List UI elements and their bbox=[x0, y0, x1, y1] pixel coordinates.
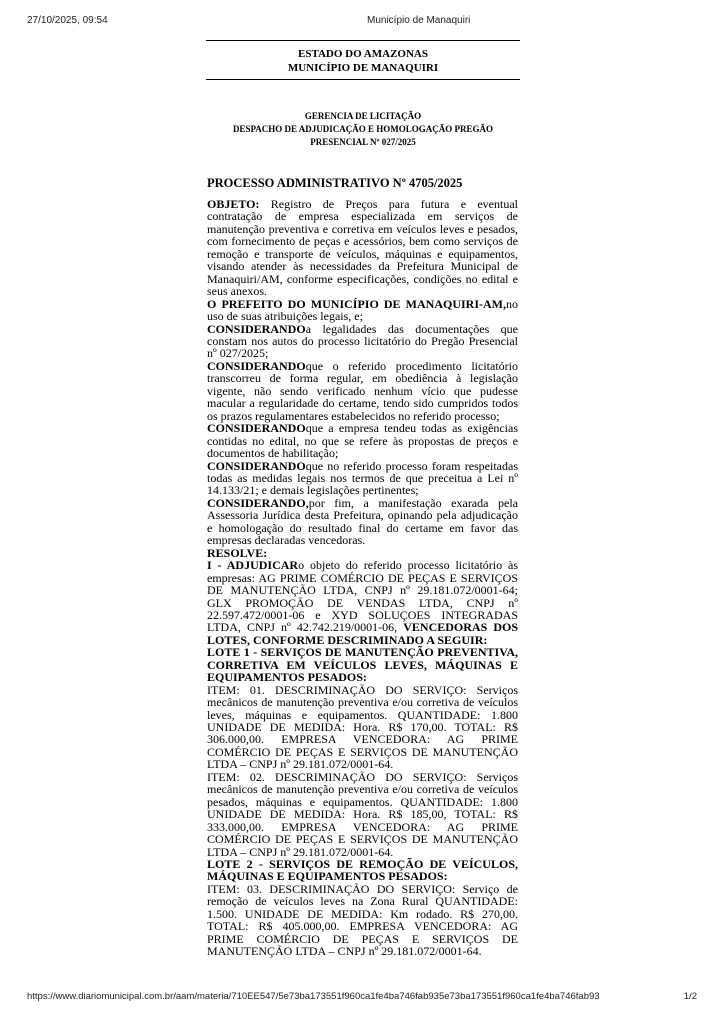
considerando-text: que a empresa tendeu todas as exigências contidas no edital, no que se refere às propostas de preços e documentos de habilitação; bbox=[207, 421, 518, 461]
department-name: GERENCIA DE LICITAÇÃO bbox=[304, 111, 422, 121]
lote-2-description: - SERVIÇOS DE REMOÇÃO DE VEÍCULOS, MÁQUINAS E EQUIPAMENTOS PESADOS: bbox=[207, 857, 518, 884]
resolve-heading: RESOLVE: bbox=[207, 545, 268, 560]
lote-1-title: LOTE 1 - SERVIÇOS DE MANUTENÇÃO PREVENTIVA, CORRETIVA EM VEÍCULOS LEVES, MÁQUINAS E EQUIPAMENTOS PESADOS: bbox=[207, 645, 518, 685]
print-url: https://www.diariomunicipal.com.br/aam/materia/710EE547/5e73ba173551f960ca1fe4ba746fab935e73ba173551f960ca1fe4ba746fab93 bbox=[27, 991, 600, 1002]
considerando-paragraph bbox=[207, 360, 518, 422]
document-sub-header bbox=[206, 110, 520, 149]
item-1: ITEM: 01. DESCRIMINAÇÃO DO SERVIÇO: Serviços mecânicos de manutenção preventiva e/ou corretiva de veículos leves, máquinas e equipamentos. QUANTIDADE: 1.800 UNIDADE DE MEDIDA: Hora. R$ 170,00. TOTAL: R$ 306.000,00. EMPRESA VENCEDORA: AG PRIME COMÉRCIO DE PEÇAS E SERVIÇOS DE MANUTENÇÃO LTDA – CNPJ nº 29.181.072/0001-64. bbox=[207, 682, 518, 772]
dispatch-number: PRESENCIAL Nº 027/2025 bbox=[310, 137, 416, 147]
masthead-municipality: MUNICÍPIO DE MANAQUIRI bbox=[287, 62, 439, 74]
print-timestamp: 27/10/2025, 09:54 bbox=[27, 15, 108, 26]
considerando-text: por fim, a manifestação exarada pela Assessoria Jurídica desta Prefeitura, opinando pela adjudicação e homologação do resultado final do certame em favor das empresas declaradas vencedoras. bbox=[207, 495, 518, 548]
considerando-paragraph bbox=[207, 422, 518, 459]
masthead-state: ESTADO DO AMAZONAS bbox=[298, 48, 428, 60]
considerando-text: a legalidades das documentações que constam nos autos do processo licitatório do Pregão Presencial nº 027/2025; bbox=[207, 321, 518, 361]
considerando-label: CONSIDERANDO bbox=[207, 321, 306, 336]
considerando-text: que o referido procedimento licitatório transcorreu de forma regular, em obediência à legislação vigente, não sendo verificado nenhum vício que pudesse macular a regularidade do certame, tendo sido cumpridos todos os prazos regulamentares estabelecidos no referido processo; bbox=[207, 358, 518, 423]
adjudicar-paragraph bbox=[207, 559, 518, 646]
lote-2-title bbox=[207, 858, 518, 883]
print-page-number: 1/2 bbox=[683, 991, 697, 1002]
process-title: PROCESSO ADMINISTRATIVO Nº 4705/2025 bbox=[207, 176, 463, 190]
considerando-label: CONSIDERANDO bbox=[207, 358, 306, 373]
considerando-paragraph bbox=[207, 460, 518, 497]
lote-2-label: LOTE 2 bbox=[207, 857, 253, 872]
adjudicar-label: I - ADJUDICAR bbox=[207, 558, 299, 573]
considerando-label: CONSIDERANDO bbox=[207, 421, 306, 436]
document-body bbox=[207, 198, 518, 958]
print-page-title: Município de Manaquiri bbox=[367, 15, 471, 26]
prefeito-paragraph bbox=[207, 298, 518, 323]
objeto-text: Registro de Preços para futura e eventual contratação de empresa especializada em serviços de manutenção preventiva e corretiva em veículos leves e pesados, com fornecimento de peças e acessórios, bem como serviços de remoção e transporte de veículos, máquinas e equipamentos, visando atender às necessidades da Prefeitura Municipal de Manaquiri/AM, conforme especificações, condições no edital e seus anexos. bbox=[207, 197, 518, 299]
prefeito-label: O PREFEITO DO MUNICÍPIO DE MANAQUIRI-AM, bbox=[207, 296, 506, 311]
objeto-paragraph bbox=[207, 198, 518, 298]
considerando-label: CONSIDERANDO, bbox=[207, 495, 309, 510]
objeto-label: OBJETO: bbox=[207, 197, 260, 211]
considerando-text: que no referido processo foram respeitadas todas as medidas legais nos termos de que preceitua a Lei nº 14.133/21; e demais legislações pertinentes; bbox=[207, 458, 518, 498]
dispatch-title: DESPACHO DE ADJUDICAÇÃO E HOMOLOGAÇÃO PREGÃO bbox=[232, 124, 494, 134]
considerando-paragraph bbox=[207, 497, 518, 547]
considerando-paragraph bbox=[207, 323, 518, 360]
adjudicar-text: o objeto do referido processo licitatório às empresas: AG PRIME COMÉRCIO DE PEÇAS E SERVIÇOS DE MANUTENÇÃO LTDA, CNPJ nº 29.181.072/0001-64; GLX PROMOÇÃO DE VENDAS LTDA, CNPJ nº 22.597.472/0001-06 e XYD SOLUÇOES INTEGRADAS LTDA, CNPJ nº 42.742.219/0001-06, bbox=[207, 558, 518, 635]
item-3: ITEM: 03. DESCRIMINAÇÃO DO SERVIÇO: Serviço de remoção de veículos leves na Zona Rural QUANTIDADE: 1.500. UNIDADE DE MEDIDA: Km rodado. R$ 270,00. TOTAL: R$ 405.000,00. EMPRESA VENCEDORA: AG PRIME COMÉRCIO DE PEÇAS E SERVIÇOS DE MANUTENÇÃO LTDA – CNPJ nº 29.181.072/0001-64. bbox=[207, 881, 518, 959]
item-2: ITEM: 02. DESCRIMINAÇÃO DO SERVIÇO: Serviços mecânicos de manutenção preventiva e/ou corretiva de veículos pesados, máquinas e equipamentos. QUANTIDADE: 1.800 UNIDADE DE MEDIDA: Hora. R$ 185,00, TOTAL: R$ 333.000,00. EMPRESA VENCEDORA: AG PRIME COMÉRCIO DE PEÇAS E SERVIÇOS DE MANUTENÇÃO LTDA – CNPJ nº 29.181.072/0001-64. bbox=[207, 769, 518, 859]
considerando-label: CONSIDERANDO bbox=[207, 458, 306, 473]
masthead bbox=[206, 40, 520, 80]
prefeito-text: no uso de suas atribuições legais, e; bbox=[207, 296, 518, 324]
vencedoras-label: VENCEDORAS DOS LOTES, CONFORME DESCRIMINADO A SEGUIR: bbox=[207, 620, 518, 647]
